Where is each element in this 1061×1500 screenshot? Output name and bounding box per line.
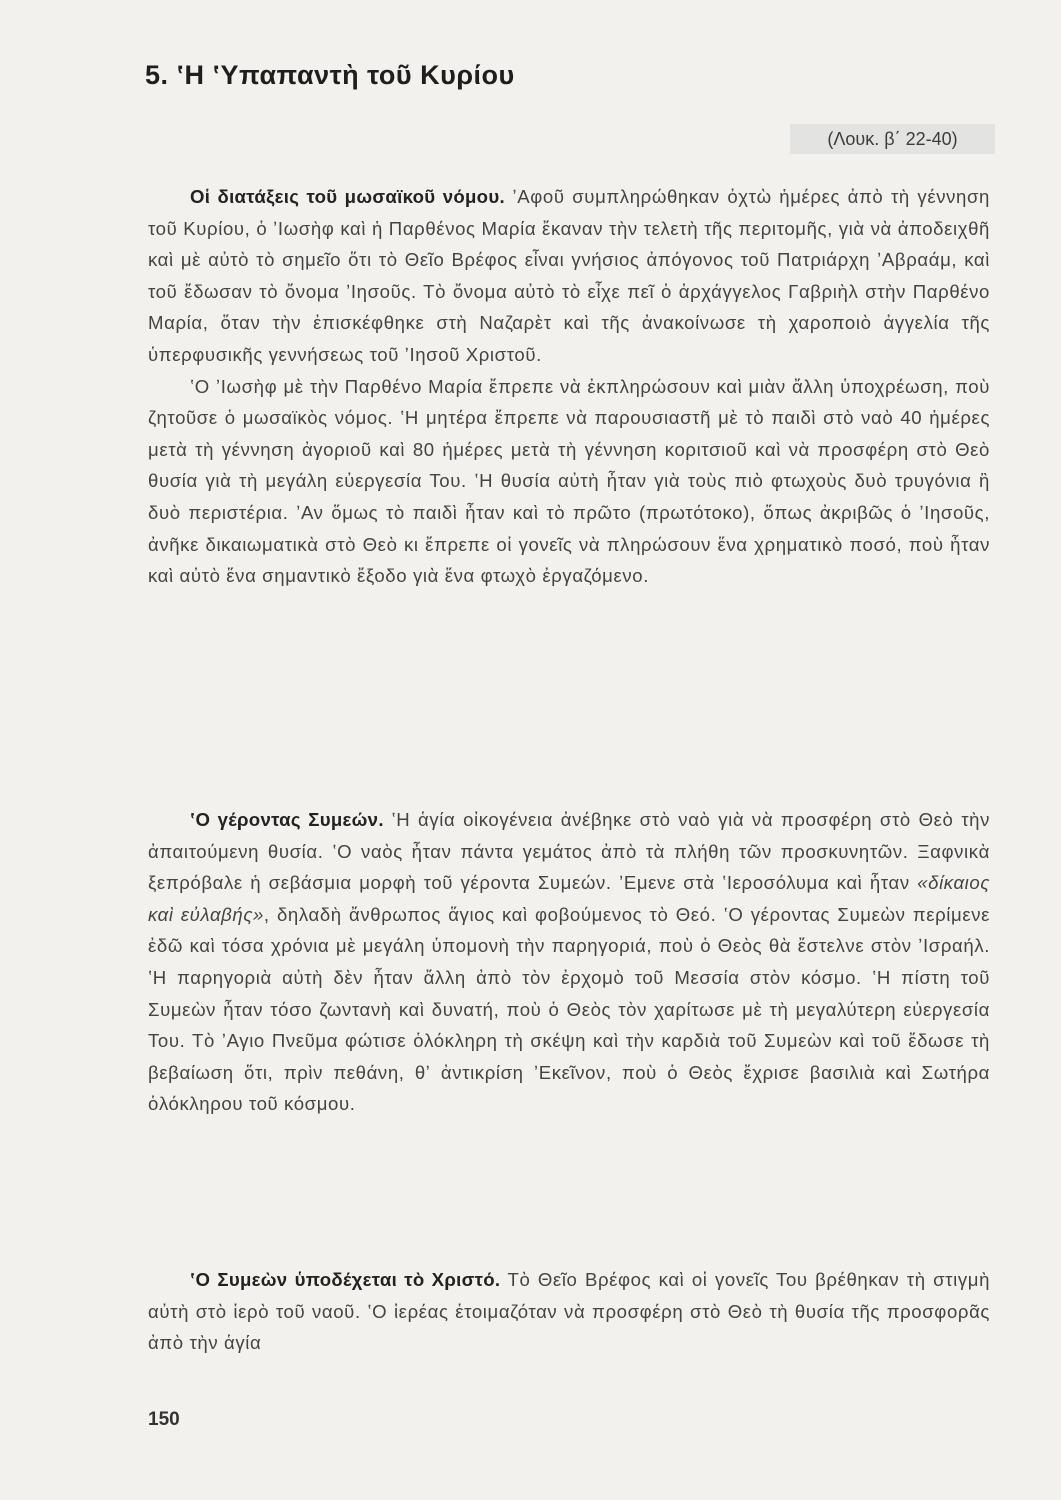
paragraph: [148, 1264, 990, 1359]
italic-quote: «δίκαιος καὶ εὐλαβής»: [148, 872, 990, 925]
section-mosaic-law: [148, 181, 990, 592]
chapter-title: 5. ʽΗ ʽΥπαπαντὴ τοῦ Κυρίου: [145, 60, 515, 90]
section-heading: ʽΟ Συμεὼν ὑποδέχεται τὸ Χριστό.: [190, 1269, 501, 1290]
page-number: 150: [148, 1409, 180, 1430]
section-heading: ʽΟ γέροντας Συμεών.: [190, 809, 384, 830]
section-heading: Οἱ διατάξεις τοῦ μωσαϊκοῦ νόμου.: [190, 186, 505, 207]
section-simeon: [148, 804, 990, 1120]
paragraph: [148, 371, 990, 592]
section-simeon-receives-christ: [148, 1264, 990, 1359]
paragraph-text: , δηλαδὴ ἄνθρωπος ἅγιος καὶ φοβούμενος τὸ Θεό. ʽΟ γέροντας Συμεὼν περίμενε ἐδῶ καὶ τόσα χρόνια μὲ μεγάλη ὑπομονὴ τὴν παρηγοριά, ποὺ ὁ Θεὸς θὰ ἔστελνε στὸν ʼΙσραήλ. ʽΗ παρηγοριὰ αὐτὴ δὲν ἦταν ἄλλη ἀπὸ τὸν ἐρχομὸ τοῦ Μεσσία στὸν κόσμο. ʽΗ πίστη τοῦ Συμεὼν ἦταν τόσο ζωντανὴ καὶ δυνατή, ποὺ ὁ Θεὸς τὸν χαρίτωσε μὲ τὴ μεγαλύτερη εὐεργεσία Του. Τὸ ʼΑγιο Πνεῦμα φώτισε ὁλόκληρη τὴ σκέψη καὶ τὴν καρδιὰ τοῦ Συμεὼν καὶ τοῦ ἔδωσε τὴ βεβαίωση ὅτι, πρὶν πεθάνη, θʼ ἀντικρίση ʼΕκεῖνον, ποὺ ὁ Θεὸς ἔχρισε βασιλιὰ καὶ Σωτήρα ὁλόκληρου τοῦ κόσμου.: [148, 903, 991, 1115]
paragraph-text: ʽΟ ʼΙωσὴφ μὲ τὴν Παρθένο Μαρία ἔπρεπε νὰ ἐκπληρώσουν καὶ μιὰν ἄλλη ὑποχρέωση, ποὺ ζητοῦσε ὁ μωσαϊκὸς νόμος. ʽΗ μητέρα ἔπρεπε νὰ παρουσιαστῆ μὲ τὸ παιδὶ στὸ ναὸ 40 ἡμέρες μετὰ τὴ γέννηση ἀγοριοῦ καὶ 80 ἡμέρες μετὰ τὴ γέννηση κοριτσιοῦ καὶ νὰ προσφέρη στὸ Θεὸ θυσία γιὰ τὴ μεγάλη εὐεργεσία Του. ʽΗ θυσία αὐτὴ ἦταν γιὰ τοὺς πιὸ φτωχοὺς δυὸ τρυγόνια ἢ δυὸ περιστέρια. ʼΑν ὅμως τὸ παιδὶ ἦταν καὶ τὸ πρῶτο (πρωτότοκο), ὅπως ἀκριβῶς ὁ ʼΙησοῦς, ἀνῆκε δικαιωματικὰ στὸ Θεὸ κι ἔπρεπε οἱ γονεῖς νὰ πληρώσουν ἕνα χρηματικὸ ποσό, ποὺ ἦταν καὶ αὐτὸ ἕνα σημαντικὸ ἔξοδο γιὰ ἕνα φτωχὸ ἐργαζόμενο.: [148, 375, 990, 587]
paragraph-text: ʼΑφοῦ συμπληρώθηκαν ὀχτὼ ἡμέρες ἀπὸ τὴ γέννηση τοῦ Κυρίου, ὁ ʼΙωσὴφ καὶ ἡ Παρθένος Μαρία ἔκαναν τὴν τελετὴ τῆς περιτομῆς, γιὰ νὰ ἀποδειχθῆ καὶ μὲ αὐτὸ τὸ σημεῖο ὅτι τὸ Θεῖο Βρέφος εἶναι γνήσιος ἀπόγονος τοῦ Πατριάρχη ʼΑβραάμ, καὶ τοῦ ἔδωσαν τὸ ὄνομα ʼΙησοῦς. Τὸ ὄνομα αὐτὸ τὸ εἶχε πεῖ ὁ ἀρχάγγελος Γαβριὴλ στὴν Παρθένο Μαρία, ὅταν τὴν ἐπισκέφθηκε στὴ Ναζαρὲτ καὶ τῆς ἀνακοίνωσε τὴ χαροποιὸ ἀγγελία τῆς ὑπερφυσικῆς γεννήσεως τοῦ ʼΙησοῦ Χριστοῦ.: [148, 186, 990, 365]
paragraph: [148, 181, 990, 371]
paragraph-text: Τὸ Θεῖο Βρέφος καὶ οἱ γονεῖς Του βρέθηκαν τὴ στιγμὴ αὐτὴ στὸ ἱερὸ τοῦ ναοῦ. ʽΟ ἱερέας ἑτοιμαζόταν νὰ προσφέρη στὸ Θεὸ τὴ θυσία τῆς προσφορᾶς ἀπὸ τὴν ἁγία: [148, 1269, 991, 1354]
paragraph-text: ʽΗ ἁγία οἰκογένεια ἀνέβηκε στὸ ναὸ γιὰ νὰ προσφέρη στὸ Θεὸ τὴν ἀπαιτούμενη θυσία. ʽΟ ναὸς ἦταν πάντα γεμάτος ἀπὸ τὰ πλήθη τῶν προσκυνητῶν. Ξαφνικὰ ξεπρόβαλε ἡ σεβάσμια μορφὴ τοῦ γέροντα Συμεών. ʼΕμενε στὰ ʽΙεροσόλυμα καὶ ἦταν: [148, 809, 990, 894]
scripture-reference: (Λουκ. β΄ 22-40): [790, 124, 995, 154]
paragraph: [148, 804, 990, 1120]
